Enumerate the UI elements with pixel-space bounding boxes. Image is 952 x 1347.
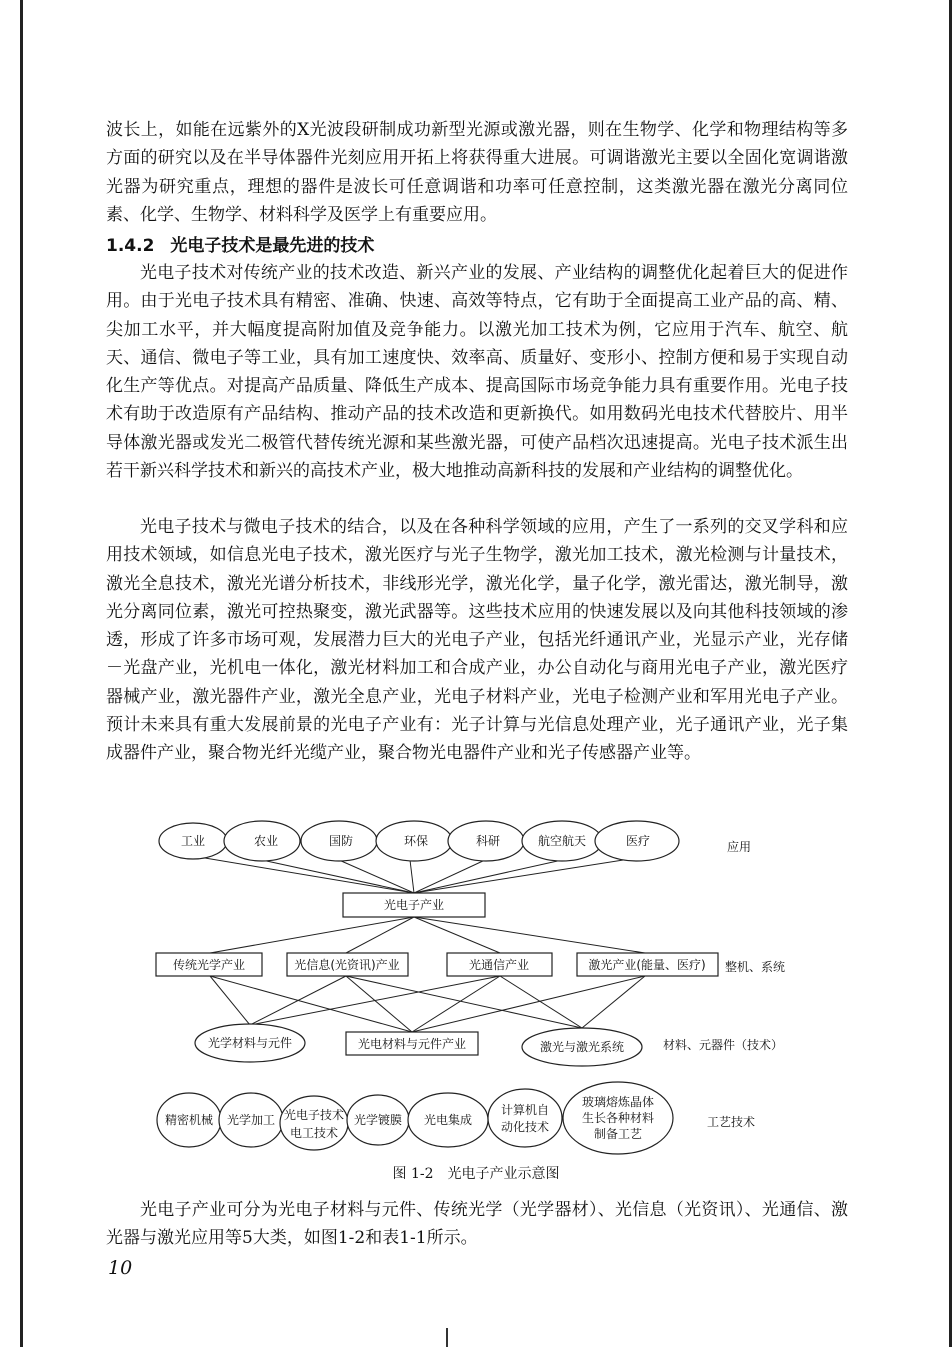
app-label: 环保: [403, 834, 429, 848]
system-label: 激光产业(能量、医疗): [588, 958, 706, 972]
app-label: 航空航天: [537, 834, 587, 848]
system-label: 传统光学产业: [172, 958, 246, 972]
paragraph-4: 光电子产业可分为光电子材料与元件、传统光学（光学器材）、光信息（光资讯）、光通信、激光器与激光应用等5大类，如图1-2和表1-1所示。: [106, 1200, 848, 1249]
app-label: 工业: [180, 834, 206, 848]
process-label: 光电子技术: [283, 1108, 345, 1122]
scan-mark: [446, 1328, 448, 1347]
process-label: 光学加工: [226, 1113, 276, 1127]
paragraph-1: 波长上，如能在远紫外的X光波段研制成功新型光源或激光器，则在生物学、化学和物理结构等多方面的研究以及在半导体器件光刻应用开拓上将获得重大进展。可调谐激光主要以全固化宽调谐激光器为研究重点，理想的器件是波长可任意调谐和功率可任意控制，这类激光器在激光分离同位素、化学、生物学、材料科学及医学上有重要应用。: [106, 120, 848, 225]
process-label: 制备工艺: [593, 1127, 643, 1141]
system-label: 光通信产业: [468, 958, 530, 972]
process-label: 计算机自: [500, 1103, 550, 1117]
process-label: 光电集成: [423, 1113, 473, 1127]
app-label: 国防: [328, 834, 354, 848]
page-number: 10: [108, 1257, 133, 1279]
material-label: 激光与激光系统: [539, 1040, 625, 1054]
process-label: 光学镀膜: [353, 1113, 403, 1127]
app-label: 科研: [475, 834, 501, 848]
process-label: 电工技术: [289, 1126, 339, 1140]
app-label: 农业: [253, 834, 279, 848]
app-label: 医疗: [625, 834, 651, 848]
process-label: 动化技术: [500, 1120, 550, 1134]
section-heading: [106, 231, 390, 256]
industry-diagram: [0, 800, 952, 1160]
process-node: [488, 1089, 562, 1147]
section-number: 1.4.2: [106, 236, 155, 256]
figure-caption: 图 1-2 光电子产业示意图: [392, 1166, 560, 1182]
paragraph-3: 光电子技术与微电子技术的结合，以及在各种科学领域的应用，产生了一系列的交叉学科和应用技术领域，如信息光电子技术，激光医疗与光子生物学，激光加工技术，激光检测与计量技术，激光全息技术，激光光谱分析技术，非线形光学，激光化学，量子化学，激光雷达，激光制导，激光分离同位素，激光可控热聚变，激光武器等。这些技术应用的快速发展以及向其他科技领域的渗透，形成了许多市场可观，发展潜力巨大的光电子产业，包括光纤通讯产业，光显示产业，光存储－光盘产业，光机电一体化，激光材料加工和合成产业，办公自动化与商用光电子产业，激光医疗器械产业，激光器件产业，激光全息产业，光电子材料产业，光电子检测产业和军用光电子产业。预计未来具有重大发展前景的光电子产业有：光子计算与光信息处理产业，光子通讯产业，光子集成器件产业，聚合物光纤光缆产业，聚合物光电器件产业和光子传感器产业等。: [106, 517, 848, 764]
material-label: 光电材料与元件产业: [357, 1037, 467, 1051]
systems-level-label: 整机、系统: [725, 960, 786, 974]
materials-level-label: 材料、元器件（技术）: [663, 1038, 784, 1052]
center-node-label: 光电子产业: [383, 898, 445, 912]
system-label: 光信息(光资讯)产业: [294, 958, 400, 972]
diagram-connectors: [193, 856, 645, 1032]
process-label: 玻璃熔炼晶体: [581, 1095, 655, 1109]
process-label: 生长各种材料: [581, 1111, 655, 1125]
applications-level-label: 应用: [727, 840, 752, 854]
process-node: [280, 1096, 348, 1150]
material-label: 光学材料与元件: [207, 1036, 293, 1050]
section-title: 光电子技术是最先进的技术: [170, 236, 375, 256]
paragraph-2: 光电子技术对传统产业的技术改造、新兴产业的发展、产业结构的调整优化起着巨大的促进作用。由于光电子技术具有精密、准确、快速、高效等特点，它有助于全面提高工业产品的高、精、尖加工水平，并大幅度提高附加值及竞争能力。以激光加工技术为例，它应用于汽车、航空、航天、通信、微电子等工业，具有加工速度快、效率高、质量好、变形小、控制方便和易于实现自动化生产等优点。对提高产品质量、降低生产成本、提高国际市场竞争能力具有重要作用。光电子技术有助于改造原有产品结构、推动产品的技术改造和更新换代。如用数码光电技术代替胶片、用半导体激光器或发光二极管代替传统光源和某些激光器，可使产品档次迅速提高。光电子技术派生出若干新兴科学技术和新兴的高技术产业，极大地推动高新科技的发展和产业结构的调整优化。: [106, 263, 848, 482]
process-label: 精密机械: [164, 1113, 214, 1127]
processes-level-label: 工艺技术: [707, 1115, 756, 1129]
